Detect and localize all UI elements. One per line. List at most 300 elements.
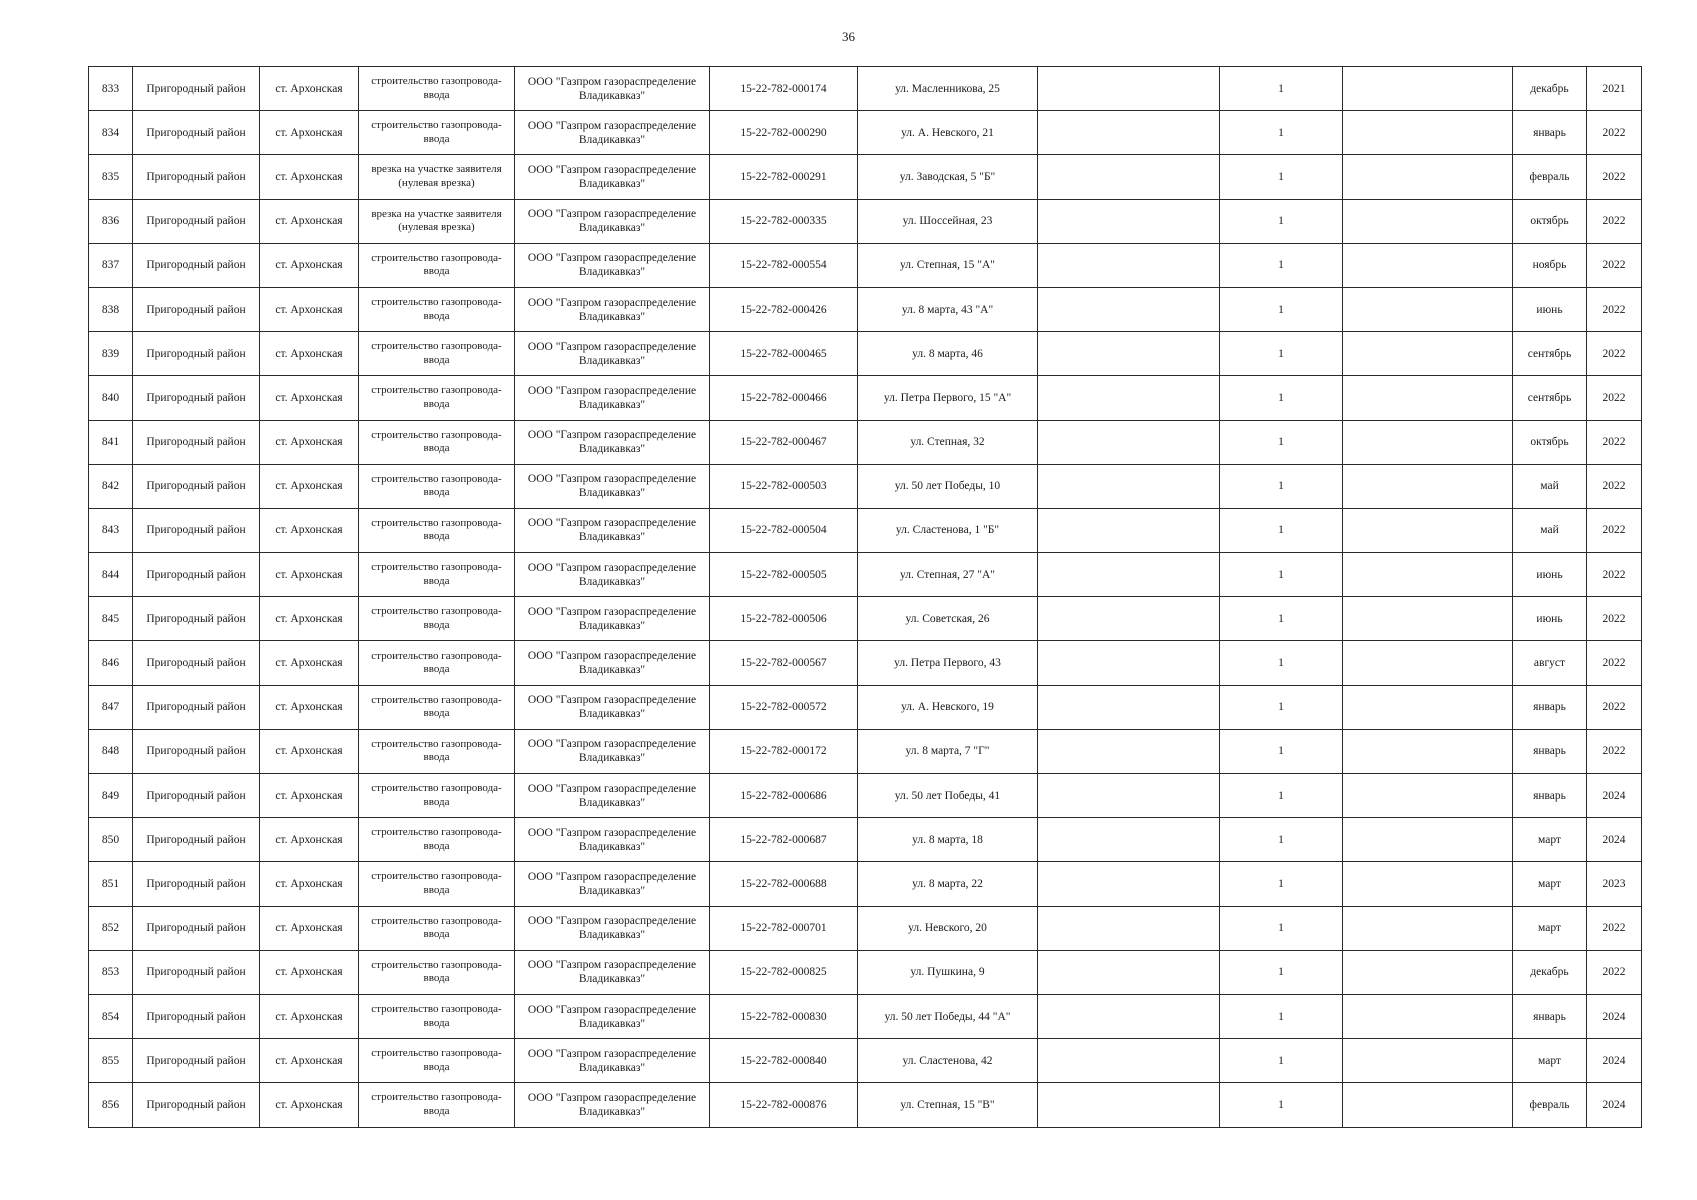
application-number-cell: 15-22-782-000465 [710, 332, 858, 376]
district-cell: Пригородный район [133, 906, 260, 950]
row-number-cell: 849 [89, 774, 133, 818]
month-cell: май [1513, 508, 1587, 552]
organization-cell: ООО "Газпром газораспределение Владикавказ" [515, 243, 710, 287]
month-cell: январь [1513, 111, 1587, 155]
quantity-cell: 1 [1220, 376, 1343, 420]
address-cell: ул. 8 марта, 46 [858, 332, 1038, 376]
work-type-cell: строительство газопровода-ввода [359, 553, 515, 597]
district-cell: Пригородный район [133, 818, 260, 862]
month-cell: январь [1513, 994, 1587, 1038]
district-cell: Пригородный район [133, 950, 260, 994]
organization-cell: ООО "Газпром газораспределение Владикавказ" [515, 155, 710, 199]
table-row [89, 155, 1642, 199]
settlement-cell: ст. Архонская [260, 67, 359, 111]
row-number-cell: 847 [89, 685, 133, 729]
empty-cell [1343, 155, 1513, 199]
organization-cell: ООО "Газпром газораспределение Владикавказ" [515, 774, 710, 818]
address-cell: ул. Петра Первого, 15 "А" [858, 376, 1038, 420]
application-number-cell: 15-22-782-000174 [710, 67, 858, 111]
table-row [89, 818, 1642, 862]
settlement-cell: ст. Архонская [260, 376, 359, 420]
empty-cell [1343, 508, 1513, 552]
table-row [89, 729, 1642, 773]
work-type-cell: строительство газопровода-ввода [359, 818, 515, 862]
empty-cell [1343, 199, 1513, 243]
empty-cell [1038, 685, 1220, 729]
table-row [89, 199, 1642, 243]
district-cell: Пригородный район [133, 420, 260, 464]
settlement-cell: ст. Архонская [260, 906, 359, 950]
year-cell: 2021 [1587, 67, 1642, 111]
settlement-cell: ст. Архонская [260, 287, 359, 331]
organization-cell: ООО "Газпром газораспределение Владикавказ" [515, 862, 710, 906]
district-cell: Пригородный район [133, 729, 260, 773]
row-number-cell: 838 [89, 287, 133, 331]
month-cell: январь [1513, 729, 1587, 773]
month-cell: декабрь [1513, 950, 1587, 994]
organization-cell: ООО "Газпром газораспределение Владикавказ" [515, 685, 710, 729]
district-cell: Пригородный район [133, 1083, 260, 1127]
table-row [89, 597, 1642, 641]
empty-cell [1343, 332, 1513, 376]
settlement-cell: ст. Архонская [260, 729, 359, 773]
quantity-cell: 1 [1220, 1039, 1343, 1083]
row-number-cell: 848 [89, 729, 133, 773]
empty-cell [1038, 729, 1220, 773]
application-number-cell: 15-22-782-000505 [710, 553, 858, 597]
work-type-cell: строительство газопровода-ввода [359, 508, 515, 552]
month-cell: июнь [1513, 553, 1587, 597]
application-number-cell: 15-22-782-000840 [710, 1039, 858, 1083]
organization-cell: ООО "Газпром газораспределение Владикавказ" [515, 67, 710, 111]
quantity-cell: 1 [1220, 818, 1343, 862]
month-cell: декабрь [1513, 67, 1587, 111]
settlement-cell: ст. Архонская [260, 155, 359, 199]
organization-cell: ООО "Газпром газораспределение Владикавказ" [515, 597, 710, 641]
address-cell: ул. 50 лет Победы, 44 "А" [858, 994, 1038, 1038]
empty-cell [1038, 862, 1220, 906]
month-cell: февраль [1513, 1083, 1587, 1127]
settlement-cell: ст. Архонская [260, 1083, 359, 1127]
application-number-cell: 15-22-782-000830 [710, 994, 858, 1038]
row-number-cell: 851 [89, 862, 133, 906]
year-cell: 2022 [1587, 464, 1642, 508]
year-cell: 2024 [1587, 774, 1642, 818]
application-number-cell: 15-22-782-000291 [710, 155, 858, 199]
empty-cell [1343, 1039, 1513, 1083]
table-row [89, 950, 1642, 994]
year-cell: 2022 [1587, 376, 1642, 420]
empty-cell [1038, 287, 1220, 331]
application-number-cell: 15-22-782-000686 [710, 774, 858, 818]
empty-cell [1038, 994, 1220, 1038]
quantity-cell: 1 [1220, 420, 1343, 464]
row-number-cell: 840 [89, 376, 133, 420]
organization-cell: ООО "Газпром газораспределение Владикавказ" [515, 818, 710, 862]
application-number-cell: 15-22-782-000504 [710, 508, 858, 552]
application-number-cell: 15-22-782-000567 [710, 641, 858, 685]
row-number-cell: 839 [89, 332, 133, 376]
month-cell: март [1513, 862, 1587, 906]
month-cell: ноябрь [1513, 243, 1587, 287]
empty-cell [1343, 641, 1513, 685]
year-cell: 2022 [1587, 729, 1642, 773]
organization-cell: ООО "Газпром газораспределение Владикавказ" [515, 1083, 710, 1127]
application-number-cell: 15-22-782-000876 [710, 1083, 858, 1127]
year-cell: 2022 [1587, 199, 1642, 243]
address-cell: ул. Заводская, 5 "Б" [858, 155, 1038, 199]
year-cell: 2022 [1587, 508, 1642, 552]
quantity-cell: 1 [1220, 994, 1343, 1038]
month-cell: март [1513, 1039, 1587, 1083]
address-cell: ул. Невского, 20 [858, 906, 1038, 950]
row-number-cell: 843 [89, 508, 133, 552]
month-cell: июнь [1513, 597, 1587, 641]
address-cell: ул. Сластенова, 1 "Б" [858, 508, 1038, 552]
registry-table [88, 66, 1642, 1128]
empty-cell [1038, 597, 1220, 641]
application-number-cell: 15-22-782-000688 [710, 862, 858, 906]
address-cell: ул. А. Невского, 21 [858, 111, 1038, 155]
quantity-cell: 1 [1220, 464, 1343, 508]
year-cell: 2023 [1587, 862, 1642, 906]
row-number-cell: 834 [89, 111, 133, 155]
month-cell: январь [1513, 685, 1587, 729]
district-cell: Пригородный район [133, 376, 260, 420]
year-cell: 2022 [1587, 906, 1642, 950]
row-number-cell: 853 [89, 950, 133, 994]
year-cell: 2024 [1587, 994, 1642, 1038]
address-cell: ул. 8 марта, 22 [858, 862, 1038, 906]
empty-cell [1343, 464, 1513, 508]
organization-cell: ООО "Газпром газораспределение Владикавказ" [515, 420, 710, 464]
empty-cell [1038, 508, 1220, 552]
application-number-cell: 15-22-782-000687 [710, 818, 858, 862]
district-cell: Пригородный район [133, 994, 260, 1038]
year-cell: 2022 [1587, 685, 1642, 729]
row-number-cell: 856 [89, 1083, 133, 1127]
table-row [89, 862, 1642, 906]
month-cell: май [1513, 464, 1587, 508]
address-cell: ул. Степная, 15 "В" [858, 1083, 1038, 1127]
row-number-cell: 844 [89, 553, 133, 597]
address-cell: ул. Шоссейная, 23 [858, 199, 1038, 243]
row-number-cell: 835 [89, 155, 133, 199]
work-type-cell: врезка на участке заявителя (нулевая врезка) [359, 199, 515, 243]
table-row [89, 332, 1642, 376]
row-number-cell: 845 [89, 597, 133, 641]
district-cell: Пригородный район [133, 641, 260, 685]
table-row [89, 420, 1642, 464]
year-cell: 2024 [1587, 1083, 1642, 1127]
year-cell: 2022 [1587, 950, 1642, 994]
quantity-cell: 1 [1220, 243, 1343, 287]
settlement-cell: ст. Архонская [260, 243, 359, 287]
empty-cell [1343, 597, 1513, 641]
empty-cell [1343, 287, 1513, 331]
settlement-cell: ст. Архонская [260, 420, 359, 464]
year-cell: 2022 [1587, 243, 1642, 287]
empty-cell [1038, 155, 1220, 199]
address-cell: ул. Масленникова, 25 [858, 67, 1038, 111]
settlement-cell: ст. Архонская [260, 994, 359, 1038]
empty-cell [1038, 818, 1220, 862]
work-type-cell: врезка на участке заявителя (нулевая врезка) [359, 155, 515, 199]
row-number-cell: 854 [89, 994, 133, 1038]
year-cell: 2022 [1587, 597, 1642, 641]
district-cell: Пригородный район [133, 597, 260, 641]
page-number: 36 [842, 29, 855, 44]
quantity-cell: 1 [1220, 774, 1343, 818]
empty-cell [1038, 376, 1220, 420]
row-number-cell: 837 [89, 243, 133, 287]
address-cell: ул. Сластенова, 42 [858, 1039, 1038, 1083]
organization-cell: ООО "Газпром газораспределение Владикавказ" [515, 111, 710, 155]
application-number-cell: 15-22-782-000825 [710, 950, 858, 994]
settlement-cell: ст. Архонская [260, 774, 359, 818]
application-number-cell: 15-22-782-000506 [710, 597, 858, 641]
year-cell: 2022 [1587, 641, 1642, 685]
row-number-cell: 855 [89, 1039, 133, 1083]
quantity-cell: 1 [1220, 862, 1343, 906]
work-type-cell: строительство газопровода-ввода [359, 862, 515, 906]
work-type-cell: строительство газопровода-ввода [359, 641, 515, 685]
quantity-cell: 1 [1220, 111, 1343, 155]
empty-cell [1343, 818, 1513, 862]
year-cell: 2022 [1587, 111, 1642, 155]
table-row [89, 774, 1642, 818]
work-type-cell: строительство газопровода-ввода [359, 1083, 515, 1127]
empty-cell [1038, 332, 1220, 376]
table-row [89, 243, 1642, 287]
year-cell: 2022 [1587, 155, 1642, 199]
month-cell: февраль [1513, 155, 1587, 199]
quantity-cell: 1 [1220, 508, 1343, 552]
empty-cell [1038, 553, 1220, 597]
table-row [89, 287, 1642, 331]
month-cell: август [1513, 641, 1587, 685]
quantity-cell: 1 [1220, 597, 1343, 641]
row-number-cell: 841 [89, 420, 133, 464]
work-type-cell: строительство газопровода-ввода [359, 464, 515, 508]
empty-cell [1343, 243, 1513, 287]
work-type-cell: строительство газопровода-ввода [359, 376, 515, 420]
address-cell: ул. А. Невского, 19 [858, 685, 1038, 729]
empty-cell [1343, 906, 1513, 950]
work-type-cell: строительство газопровода-ввода [359, 729, 515, 773]
district-cell: Пригородный район [133, 862, 260, 906]
empty-cell [1343, 950, 1513, 994]
quantity-cell: 1 [1220, 332, 1343, 376]
organization-cell: ООО "Газпром газораспределение Владикавказ" [515, 729, 710, 773]
application-number-cell: 15-22-782-000554 [710, 243, 858, 287]
table-row [89, 508, 1642, 552]
work-type-cell: строительство газопровода-ввода [359, 243, 515, 287]
application-number-cell: 15-22-782-000503 [710, 464, 858, 508]
empty-cell [1038, 1083, 1220, 1127]
district-cell: Пригородный район [133, 332, 260, 376]
empty-cell [1038, 420, 1220, 464]
empty-cell [1343, 553, 1513, 597]
settlement-cell: ст. Архонская [260, 818, 359, 862]
year-cell: 2022 [1587, 553, 1642, 597]
settlement-cell: ст. Архонская [260, 464, 359, 508]
quantity-cell: 1 [1220, 287, 1343, 331]
empty-cell [1343, 685, 1513, 729]
table-row [89, 1039, 1642, 1083]
settlement-cell: ст. Архонская [260, 862, 359, 906]
district-cell: Пригородный район [133, 243, 260, 287]
empty-cell [1343, 420, 1513, 464]
address-cell: ул. 50 лет Победы, 10 [858, 464, 1038, 508]
empty-cell [1343, 774, 1513, 818]
empty-cell [1343, 862, 1513, 906]
quantity-cell: 1 [1220, 67, 1343, 111]
empty-cell [1038, 950, 1220, 994]
empty-cell [1038, 774, 1220, 818]
address-cell: ул. Пушкина, 9 [858, 950, 1038, 994]
table-row [89, 376, 1642, 420]
empty-cell [1038, 243, 1220, 287]
month-cell: март [1513, 818, 1587, 862]
work-type-cell: строительство газопровода-ввода [359, 685, 515, 729]
application-number-cell: 15-22-782-000466 [710, 376, 858, 420]
empty-cell [1038, 67, 1220, 111]
row-number-cell: 833 [89, 67, 133, 111]
settlement-cell: ст. Архонская [260, 685, 359, 729]
year-cell: 2024 [1587, 818, 1642, 862]
work-type-cell: строительство газопровода-ввода [359, 1039, 515, 1083]
district-cell: Пригородный район [133, 553, 260, 597]
settlement-cell: ст. Архонская [260, 1039, 359, 1083]
district-cell: Пригородный район [133, 774, 260, 818]
organization-cell: ООО "Газпром газораспределение Владикавказ" [515, 199, 710, 243]
table-row [89, 906, 1642, 950]
organization-cell: ООО "Газпром газораспределение Владикавказ" [515, 906, 710, 950]
application-number-cell: 15-22-782-000335 [710, 199, 858, 243]
row-number-cell: 836 [89, 199, 133, 243]
work-type-cell: строительство газопровода-ввода [359, 774, 515, 818]
table-row [89, 111, 1642, 155]
quantity-cell: 1 [1220, 155, 1343, 199]
quantity-cell: 1 [1220, 553, 1343, 597]
settlement-cell: ст. Архонская [260, 597, 359, 641]
row-number-cell: 850 [89, 818, 133, 862]
organization-cell: ООО "Газпром газораспределение Владикавказ" [515, 950, 710, 994]
settlement-cell: ст. Архонская [260, 111, 359, 155]
organization-cell: ООО "Газпром газораспределение Владикавказ" [515, 641, 710, 685]
application-number-cell: 15-22-782-000467 [710, 420, 858, 464]
row-number-cell: 842 [89, 464, 133, 508]
district-cell: Пригородный район [133, 508, 260, 552]
quantity-cell: 1 [1220, 1083, 1343, 1127]
district-cell: Пригородный район [133, 199, 260, 243]
month-cell: сентябрь [1513, 376, 1587, 420]
application-number-cell: 15-22-782-000701 [710, 906, 858, 950]
district-cell: Пригородный район [133, 111, 260, 155]
row-number-cell: 846 [89, 641, 133, 685]
year-cell: 2022 [1587, 287, 1642, 331]
empty-cell [1343, 111, 1513, 155]
settlement-cell: ст. Архонская [260, 332, 359, 376]
work-type-cell: строительство газопровода-ввода [359, 67, 515, 111]
application-number-cell: 15-22-782-000172 [710, 729, 858, 773]
application-number-cell: 15-22-782-000290 [710, 111, 858, 155]
address-cell: ул. 8 марта, 7 "Г" [858, 729, 1038, 773]
table-row [89, 641, 1642, 685]
address-cell: ул. 50 лет Победы, 41 [858, 774, 1038, 818]
month-cell: июнь [1513, 287, 1587, 331]
year-cell: 2024 [1587, 1039, 1642, 1083]
empty-cell [1343, 376, 1513, 420]
table-row [89, 1083, 1642, 1127]
table-row [89, 464, 1642, 508]
empty-cell [1343, 67, 1513, 111]
organization-cell: ООО "Газпром газораспределение Владикавказ" [515, 332, 710, 376]
year-cell: 2022 [1587, 420, 1642, 464]
quantity-cell: 1 [1220, 906, 1343, 950]
application-number-cell: 15-22-782-000572 [710, 685, 858, 729]
organization-cell: ООО "Газпром газораспределение Владикавказ" [515, 464, 710, 508]
month-cell: октябрь [1513, 199, 1587, 243]
work-type-cell: строительство газопровода-ввода [359, 906, 515, 950]
application-number-cell: 15-22-782-000426 [710, 287, 858, 331]
settlement-cell: ст. Архонская [260, 508, 359, 552]
work-type-cell: строительство газопровода-ввода [359, 597, 515, 641]
organization-cell: ООО "Газпром газораспределение Владикавказ" [515, 287, 710, 331]
month-cell: сентябрь [1513, 332, 1587, 376]
table-body [89, 67, 1642, 1128]
empty-cell [1038, 464, 1220, 508]
address-cell: ул. Степная, 15 "А" [858, 243, 1038, 287]
settlement-cell: ст. Архонская [260, 199, 359, 243]
organization-cell: ООО "Газпром газораспределение Владикавказ" [515, 994, 710, 1038]
settlement-cell: ст. Архонская [260, 641, 359, 685]
empty-cell [1038, 641, 1220, 685]
table-row [89, 67, 1642, 111]
work-type-cell: строительство газопровода-ввода [359, 287, 515, 331]
district-cell: Пригородный район [133, 155, 260, 199]
work-type-cell: строительство газопровода-ввода [359, 332, 515, 376]
empty-cell [1038, 906, 1220, 950]
empty-cell [1343, 994, 1513, 1038]
organization-cell: ООО "Газпром газораспределение Владикавказ" [515, 508, 710, 552]
address-cell: ул. 8 марта, 18 [858, 818, 1038, 862]
empty-cell [1343, 729, 1513, 773]
table-row [89, 685, 1642, 729]
year-cell: 2022 [1587, 332, 1642, 376]
address-cell: ул. Степная, 32 [858, 420, 1038, 464]
quantity-cell: 1 [1220, 199, 1343, 243]
organization-cell: ООО "Газпром газораспределение Владикавказ" [515, 376, 710, 420]
table-row [89, 994, 1642, 1038]
month-cell: январь [1513, 774, 1587, 818]
table-row [89, 553, 1642, 597]
empty-cell [1038, 1039, 1220, 1083]
work-type-cell: строительство газопровода-ввода [359, 950, 515, 994]
organization-cell: ООО "Газпром газораспределение Владикавказ" [515, 1039, 710, 1083]
quantity-cell: 1 [1220, 685, 1343, 729]
address-cell: ул. Степная, 27 "А" [858, 553, 1038, 597]
empty-cell [1343, 1083, 1513, 1127]
organization-cell: ООО "Газпром газораспределение Владикавказ" [515, 553, 710, 597]
month-cell: март [1513, 906, 1587, 950]
quantity-cell: 1 [1220, 950, 1343, 994]
district-cell: Пригородный район [133, 67, 260, 111]
work-type-cell: строительство газопровода-ввода [359, 111, 515, 155]
district-cell: Пригородный район [133, 464, 260, 508]
month-cell: октябрь [1513, 420, 1587, 464]
